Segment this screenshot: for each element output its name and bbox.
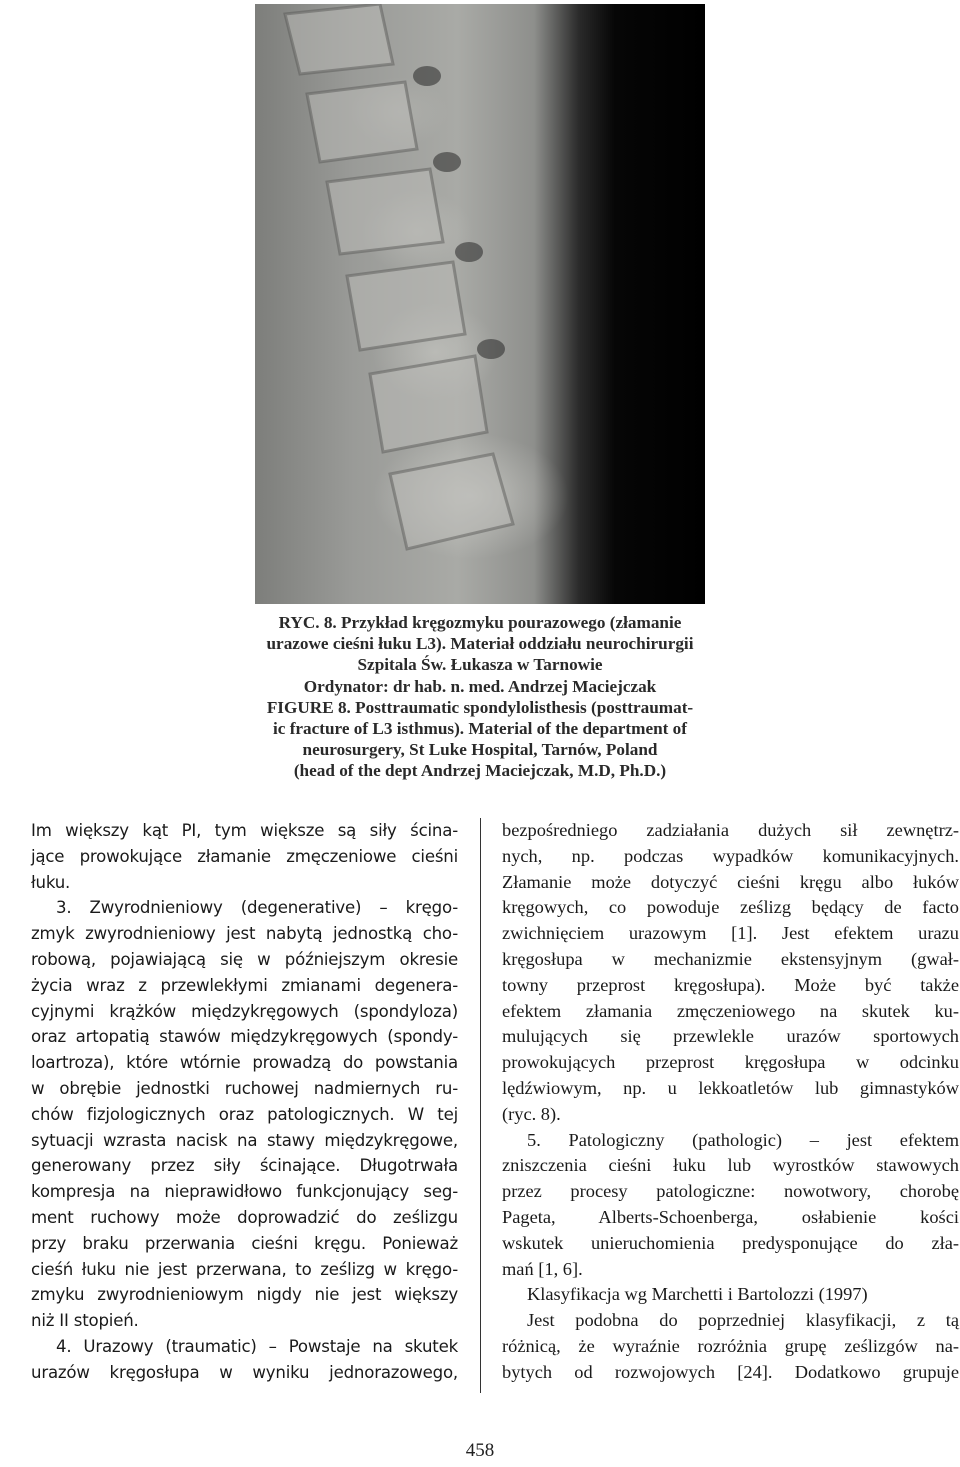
text-line: Pageta, Alberts-Schoenberga, osłabienie kości (502, 1206, 959, 1227)
foramen-shape (455, 242, 483, 262)
text-line: bytych od rozwojowych [24]. Dodatkowo grupuje (502, 1361, 959, 1382)
page-number: 458 (465, 1440, 495, 1461)
vertebra-shape (285, 4, 393, 74)
text-line: sytuacji wzrasta nacisk na stawy międzykręgowe, (31, 1130, 458, 1150)
section-heading: Klasyfikacja wg Marchetti i Bartolozzi (1997) (527, 1284, 868, 1305)
text-line: zwichnięciem urazowym [1]. Jest efektem urazu (502, 923, 959, 944)
caption-line: ic fracture of L3 isthmus). Material of the department of (273, 719, 687, 739)
caption-line: urazowe cieśni łuku L3). Materiał oddziału neurochirurgii (266, 634, 694, 654)
text-line: wskutek unieruchomienia predysponujące do zła- (502, 1232, 959, 1253)
caption-line: RYC. 8. Przykład kręgozmyku pourazowego (złamanie (278, 613, 682, 632)
text-line: kompresja na nieprawidłowo funkcjonujący seg- (31, 1182, 458, 1202)
vertebra-shape (307, 82, 417, 162)
caption-line: (head of the dept Andrzej Maciejczak, M.D, Ph.D.) (293, 761, 667, 781)
text-line: 3. Zwyrodnieniowy (degenerative) – kręgo- (56, 898, 458, 918)
text-line: Jest podobna do poprzedniej klasyfikacji, z tą (527, 1310, 959, 1331)
text-line: cyjnymi krążków międzykręgowych (spondyloza) (31, 1001, 458, 1021)
foramen-shape (433, 152, 461, 172)
text-line: mań [1, 6]. (502, 1258, 583, 1279)
text-line: nych, np. podczas wypadków komunikacyjnych. (502, 845, 959, 866)
spine-illustration (255, 4, 705, 604)
text-line: zmyku zwyrodnieniowym nigdy nie jest większy (31, 1285, 458, 1305)
vertebra-shape (390, 454, 513, 549)
text-line: kręgosłupa w mechanizmie ekstensyjnym (gwał- (502, 948, 959, 969)
left-text-column (31, 818, 458, 1386)
text-line: życia wraz z przewlekłymi zmianami degenera- (31, 975, 458, 995)
caption-line: Szpitala Św. Łukasza w Tarnowie (357, 655, 603, 675)
foramen-shape (477, 339, 505, 359)
text-line: robową, pojawiającą się w późniejszym okresie (31, 949, 458, 969)
text-line: łuku. (31, 872, 71, 892)
text-line: zmyk zwyrodnieniowy jest nabytą jednostką cho- (31, 924, 458, 944)
text-line: (ryc. 8). (502, 1103, 561, 1124)
text-line: w obrębie jednostki ruchowej nadmiernych ru- (31, 1078, 458, 1098)
vertebra-shape (370, 356, 487, 452)
text-line: różnicą, że wyraźnie rozróżnia grupę ześlizgów na- (502, 1335, 959, 1356)
figure-caption (255, 612, 705, 782)
text-line: towny przeprost kręgosłupa). Może być także (502, 974, 959, 995)
text-line: urazów kręgosłupa w wyniku jednorazowego, (31, 1362, 458, 1382)
vertebra-shape (327, 169, 443, 254)
text-line: przez procesy patologiczne: nowotwory, chorobę (502, 1181, 959, 1202)
text-line: lędźwiowym, np. u lekkoatletów lub gimnastyków (502, 1077, 959, 1098)
column-divider (480, 818, 481, 1393)
text-line: Im większy kąt PI, tym większe są siły ścina- (31, 821, 458, 840)
right-text-column (502, 818, 959, 1386)
text-line: jące prowokujące złamanie zmęczeniowe cieśni (31, 846, 458, 866)
text-line: Złamanie może dotyczyć cieśni kręgu albo łuków (502, 871, 959, 892)
text-line: mulujących się przewlekle urazów sportowych (502, 1026, 959, 1047)
xray-image (255, 4, 705, 604)
text-line: kręgowych, co powoduje ześlizg będący de facto (502, 897, 959, 918)
caption-line: neurosurgery, St Luke Hospital, Tarnów, Poland (302, 740, 658, 760)
text-line: efektem złamania zmęczeniowego na skutek ku- (502, 1000, 959, 1021)
vertebra-shape (347, 262, 465, 350)
text-line: generowany przez siły ścinające. Długotrwała (31, 1156, 458, 1176)
text-line: 4. Urazowy (traumatic) – Powstaje na skutek (56, 1336, 458, 1356)
text-line: chów fizjologicznych oraz patologicznych. W tej (31, 1104, 458, 1124)
caption-line: FIGURE 8. Posttraumatic spondylolisthesis (posttraumat- (266, 697, 694, 717)
text-line: oraz artopatią stawów międzykręgowych (spondy- (31, 1027, 458, 1047)
text-line: bezpośredniego zadziałania dużych sił zewnętrz- (502, 820, 959, 840)
text-line: ment ruchowy może doprowadzić do ześlizgu (31, 1207, 458, 1227)
text-line: cieśń łuku nie jest przerwana, to ześlizg w kręgo- (31, 1259, 458, 1279)
text-line: niż II stopień. (31, 1311, 139, 1331)
text-line: loartroza), które wtórnie prowadzą do powstania (31, 1053, 458, 1073)
text-line: 5. Patologiczny (pathologic) – jest efektem (527, 1129, 959, 1150)
text-line: zniszczenia cieśni łuku lub wyrostków stawowych (502, 1155, 959, 1176)
foramen-shape (413, 66, 441, 86)
text-line: przy braku przerwania cieśni kręgu. Ponieważ (31, 1233, 458, 1253)
caption-line: Ordynator: dr hab. n. med. Andrzej Maciejczak (303, 676, 657, 696)
text-line: prowokujących przeprost kręgosłupa w odcinku (502, 1052, 959, 1073)
